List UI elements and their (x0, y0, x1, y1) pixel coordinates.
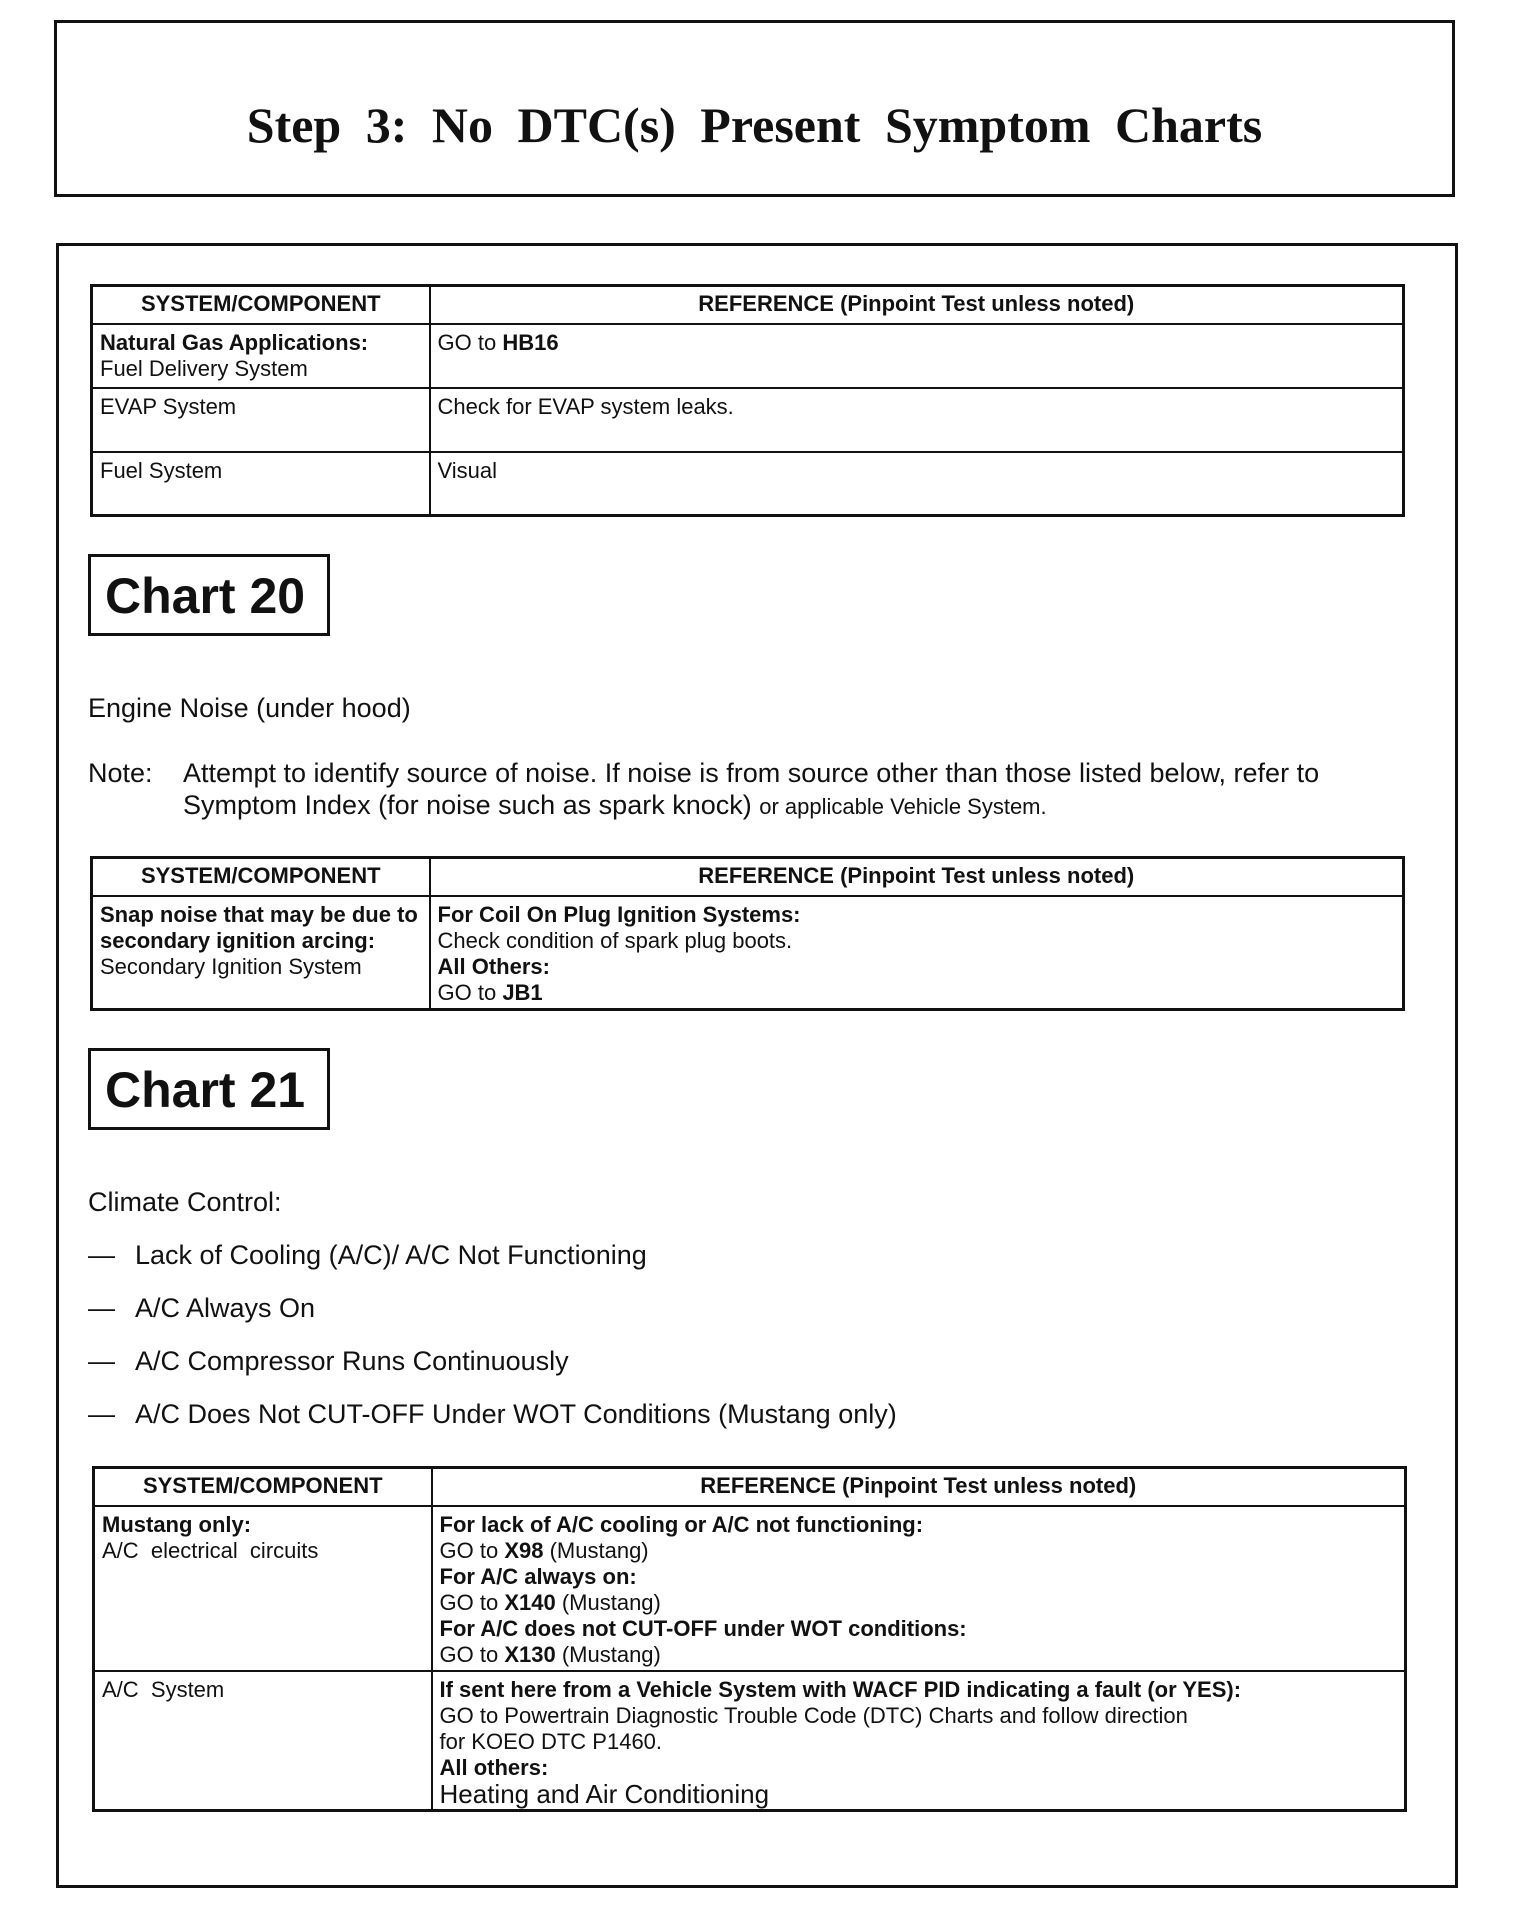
chart-21-label: Chart 21 (105, 1062, 306, 1118)
table-row (92, 452, 1404, 516)
fuel-systems-table (90, 284, 1405, 517)
reference-text: for KOEO DTC P1460. (439, 1728, 663, 1754)
reference-text: GO to Powertrain Diagnostic Trouble Code (DTC) Charts and follow direction (439, 1702, 1188, 1728)
chart-20-label: Chart 20 (105, 568, 306, 624)
system-heading: Mustang only: (102, 1511, 252, 1537)
reference-prefix: GO to (439, 1641, 499, 1667)
reference-prefix: GO to (437, 329, 497, 355)
list-dash: — (88, 1293, 115, 1323)
table-row (92, 388, 1404, 452)
page-title: Step 3: No DTC(s) Present Symptom Charts (246, 97, 1263, 153)
system-cell (92, 896, 430, 1010)
reference-heading: For lack of A/C cooling or A/C not functioning: (439, 1511, 924, 1537)
test-code: X98 (504, 1537, 544, 1563)
reference-cell: Visual (430, 452, 1404, 516)
reference-prefix: GO to (437, 979, 497, 1005)
reference-cell: Check for EVAP system leaks. (430, 388, 1404, 452)
list-dash: — (88, 1399, 115, 1429)
table-row (94, 1506, 1406, 1671)
chart-20-subtitle: Engine Noise (under hood) (88, 693, 411, 723)
chart-20-table (90, 856, 1405, 1011)
table-row (92, 896, 1404, 1010)
chart-21-subtitle: Climate Control: (88, 1187, 282, 1217)
chart-20-label-box (88, 554, 330, 636)
note-text (183, 757, 1343, 823)
reference-text: Heating and Air Conditioning (439, 1778, 770, 1809)
system-name: A/C electrical circuits (102, 1537, 319, 1563)
column-header-reference: REFERENCE (Pinpoint Test unless noted) (430, 858, 1404, 896)
note-main-text: Attempt to identify source of noise. If noise is from source other than those listed below, refer to Symptom Index (for noise such as spark knock) (183, 758, 1320, 820)
reference-heading: All others: (439, 1754, 549, 1780)
system-cell: A/C System (94, 1671, 432, 1811)
system-cell (94, 1506, 432, 1671)
column-header-reference: REFERENCE (Pinpoint Test unless noted) (430, 286, 1404, 324)
reference-heading: For A/C always on: (439, 1563, 637, 1589)
column-header-system: SYSTEM/COMPONENT (92, 286, 430, 324)
test-code: X130 (504, 1641, 556, 1667)
test-code: X140 (504, 1589, 556, 1615)
table-row (92, 324, 1404, 388)
reference-cell (432, 1506, 1406, 1671)
system-cell: Fuel System (92, 452, 430, 516)
test-code: JB1 (502, 979, 543, 1005)
table-row (94, 1671, 1406, 1811)
system-heading: Snap noise that may be due to secondary ignition arcing: (100, 901, 418, 953)
column-header-system: SYSTEM/COMPONENT (94, 1468, 432, 1506)
vehicle-note: (Mustang) (561, 1641, 661, 1667)
list-item: A/C Compressor Runs Continuously (135, 1346, 569, 1376)
list-item: A/C Does Not CUT-OFF Under WOT Conditions (Mustang only) (135, 1399, 897, 1429)
test-code: HB16 (502, 329, 559, 355)
chart-21-label-box (88, 1048, 330, 1130)
note-small-text: or applicable Vehicle System. (759, 794, 1047, 819)
list-dash: — (88, 1346, 115, 1376)
column-header-system: SYSTEM/COMPONENT (92, 858, 430, 896)
vehicle-note: (Mustang) (561, 1589, 661, 1615)
system-cell: EVAP System (92, 388, 430, 452)
list-dash: — (88, 1240, 115, 1270)
vehicle-note: (Mustang) (549, 1537, 649, 1563)
reference-heading: If sent here from a Vehicle System with WACF PID indicating a fault (or YES): (439, 1676, 1242, 1702)
system-cell (92, 324, 430, 388)
reference-heading: For A/C does not CUT-OFF under WOT conditions: (439, 1615, 967, 1641)
system-heading: Natural Gas Applications: (100, 329, 369, 355)
note-label: Note: (88, 758, 153, 788)
list-item: Lack of Cooling (A/C)/ A/C Not Functioning (135, 1240, 647, 1270)
reference-prefix: GO to (439, 1537, 499, 1563)
reference-cell (430, 324, 1404, 388)
reference-prefix: GO to (439, 1589, 499, 1615)
list-item: A/C Always On (135, 1293, 316, 1323)
system-name: Fuel Delivery System (100, 355, 308, 381)
chart-21-table (92, 1466, 1407, 1812)
system-name: Secondary Ignition System (100, 953, 362, 979)
reference-heading: For Coil On Plug Ignition Systems: (437, 901, 801, 927)
page-title-box (54, 20, 1455, 197)
reference-cell (430, 896, 1404, 1010)
reference-text: Check condition of spark plug boots. (437, 927, 793, 953)
column-header-reference: REFERENCE (Pinpoint Test unless noted) (432, 1468, 1406, 1506)
reference-cell (432, 1671, 1406, 1811)
reference-heading: All Others: (437, 953, 550, 979)
